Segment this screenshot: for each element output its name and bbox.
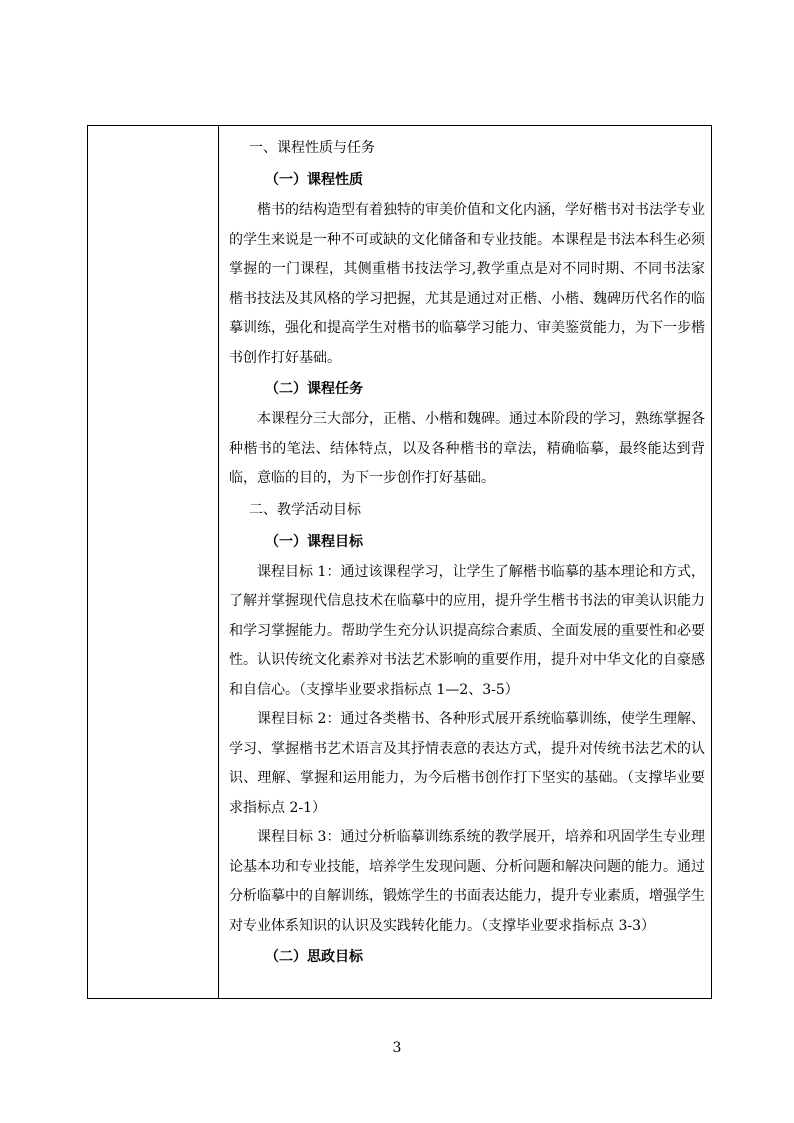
paragraph-course-tasks: 本课程分三大部分，正楷、小楷和魏碑。通过本阶段的学习，熟练掌握各种楷书的笔法、结体特点，以及各种楷书的章法，精确临摹，最终能达到背临，意临的目的，为下一步创作打好基础。 xyxy=(229,411,705,486)
paragraph-goal-3: 课程目标 3：通过分析临摹训练系统的教学展开，培养和巩固学生专业理论基本功和专业技能，培养学生发现问题、分析问题和解决问题的能力。通过分析临摹中的自解训练，锻炼学生的书面表达能力，提升专业素质，增强学生对专业体系知识的认识及实践转化能力。（支撑毕业要求指标点 3-3） xyxy=(229,829,705,934)
paragraph-goal-2: 课程目标 2：通过各类楷书、各种形式展开系统临摹训练，使学生理解、学习、掌握楷书艺术语言及其抒情表意的表达方式，提升对传统书法艺术的认识、理解、掌握和运用能力，为今后楷书创作打下坚实的基础。（支撑毕业要求指标点 2-1） xyxy=(229,711,705,816)
table-left-column xyxy=(88,126,219,998)
content-table xyxy=(87,125,712,999)
section-heading-1: 一、课程性质与任务 xyxy=(249,140,375,156)
paragraph-goal-1: 课程目标 1：通过该课程学习，让学生了解楷书临摹的基本理论和方式，了解并掌握现代信息技术在临摹中的应用，提升学生楷书书法的审美认识能力和学习掌握能力。帮助学生充分认识提高综合素质、全面发展的重要性和必要性。认识传统文化素养对书法艺术影响的重要作用，提升对中华文化的自豪感和自信心。（支撑毕业要求指标点 1—2、3-5） xyxy=(229,563,705,698)
table-right-column xyxy=(219,126,711,998)
subsection-heading-ideological-goals: （二）思政目标 xyxy=(265,949,363,965)
section-heading-2: 二、教学活动目标 xyxy=(249,501,361,518)
subsection-heading-course-goals: （一）课程目标 xyxy=(265,533,363,550)
subsection-heading-course-nature: （一）课程性质 xyxy=(265,172,363,188)
paragraph-course-nature: 楷书的结构造型有着独特的审美价值和文化内涵，学好楷书对书法学专业的学生来说是一种不可或缺的文化储备和专业技能。本课程是书法本科生必须掌握的一门课程，其侧重楷书技法学习,教学重点是对不同时期、不同书法家楷书技法及其风格的学习把握，尤其是通过对正楷、小楷、魏碑历代名作的临摹训练，强化和提高学生对楷书的临摹学习能力、审美鉴赏能力，为下一步楷书创作打好基础。 xyxy=(229,202,705,366)
page-number: 3 xyxy=(392,1040,402,1056)
subsection-heading-course-tasks: （二）课程任务 xyxy=(265,381,363,397)
